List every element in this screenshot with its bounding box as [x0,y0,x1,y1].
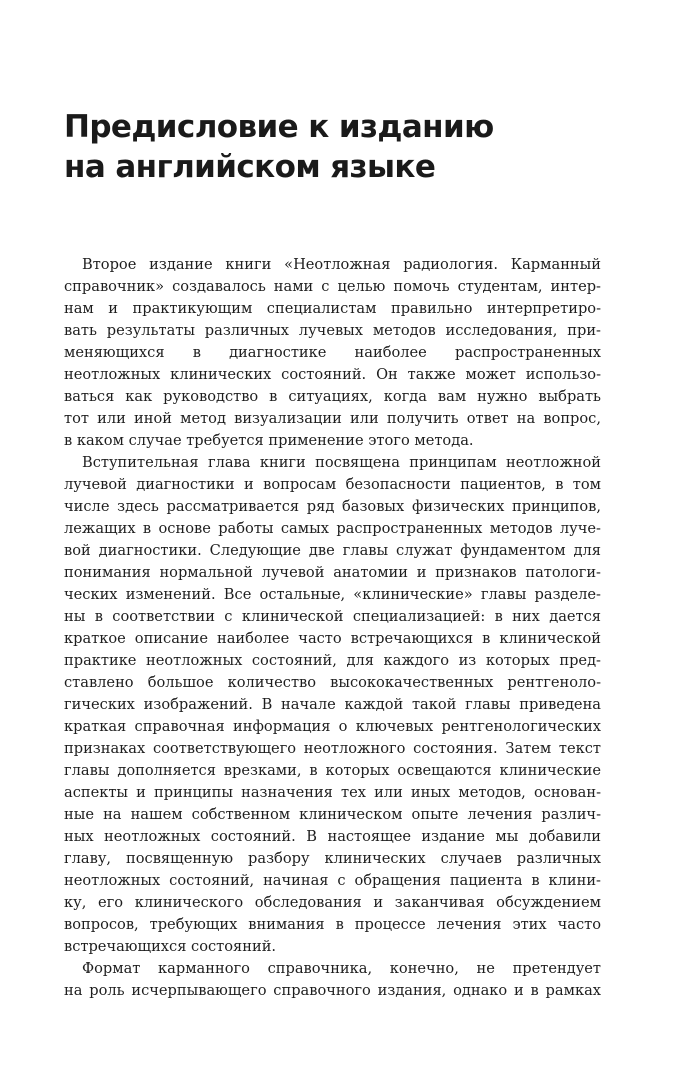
text-line: аспекты и принципы назначения тех или иных методов, основан- [64,784,601,801]
text-line: неотложных состояний, начиная с обращения пациента в клини- [64,872,601,889]
text-line: встречающихся состояний. [64,938,277,955]
text-line: гических изображений. В начале каждой такой главы приведена [64,696,601,713]
text-line: ваться как руководство в ситуациях, когда вам нужно выбрать [64,388,601,405]
text-line: Второе издание книги «Неотложная радиология. Карманный [82,256,601,273]
text-line: ных неотложных состояний. В настоящее издание мы добавили [64,828,601,845]
text-line: краткое описание наиболее часто встречающихся в клинической [64,630,601,647]
text-line: меняющихся в диагностике наиболее распространенных [64,344,601,361]
text-line: ку, его клинического обследования и заканчивая обсуждением [64,894,601,911]
text-line: лежащих в основе работы самых распространенных методов луче- [64,520,601,537]
text-line: главу, посвященную разбору клинических случаев различных [64,850,601,867]
title-line-1: Предисловие к изданию [64,109,494,145]
text-line: тот или иной метод визуализации или получить ответ на вопрос, [64,410,601,427]
text-line: вопросов, требующих внимания в процессе лечения этих часто [64,916,601,933]
text-line: нам и практикующим специалистам правильно интерпретиро- [64,300,601,317]
text-line: числе здесь рассматривается ряд базовых физических принципов, [64,498,601,515]
text-line: вать результаты различных лучевых методов исследования, при- [64,322,601,339]
text-line: вой диагностики. Следующие две главы служат фундаментом для [64,542,601,559]
text-line: справочник» создавалось нами с целью помочь студентам, интер- [64,278,601,295]
paragraph [64,958,601,1002]
text-line: Вступительная глава книги посвящена принципам неотложной [82,454,601,471]
text-line: ны в соответствии с клинической специализацией: в них дается [64,608,601,625]
text-line: практике неотложных состояний, для каждого из которых пред- [64,652,601,669]
title-line-2: на английском языке [64,149,436,185]
text-line: в каком случае требуется применение этого метода. [64,432,474,449]
paragraph [64,452,601,958]
text-line: ные на нашем собственном клиническом опыте лечения различ- [64,806,601,823]
text-line: лучевой диагностики и вопросам безопасности пациентов, в том [64,476,601,493]
text-line: ческих изменений. Все остальные, «клинические» главы разделе- [64,586,601,603]
page-title [64,107,624,187]
text-line: понимания нормальной лучевой анатомии и признаков патологи- [64,564,601,581]
text-line: на роль исчерпывающего справочного издания, однако и в рамках [64,982,601,999]
text-line: признаках соответствующего неотложного состояния. Затем текст [64,740,601,757]
text-line: краткая справочная информация о ключевых рентгенологических [64,718,601,735]
paragraph [64,254,601,452]
text-line: ставлено большое количество высококачественных рентгеноло- [64,674,601,691]
text-line: неотложных клинических состояний. Он также может использо- [64,366,601,383]
text-line: главы дополняется врезками, в которых освещаются клинические [64,762,601,779]
body-text [64,254,601,1002]
text-line: Формат карманного справочника, конечно, не претендует [82,960,601,977]
